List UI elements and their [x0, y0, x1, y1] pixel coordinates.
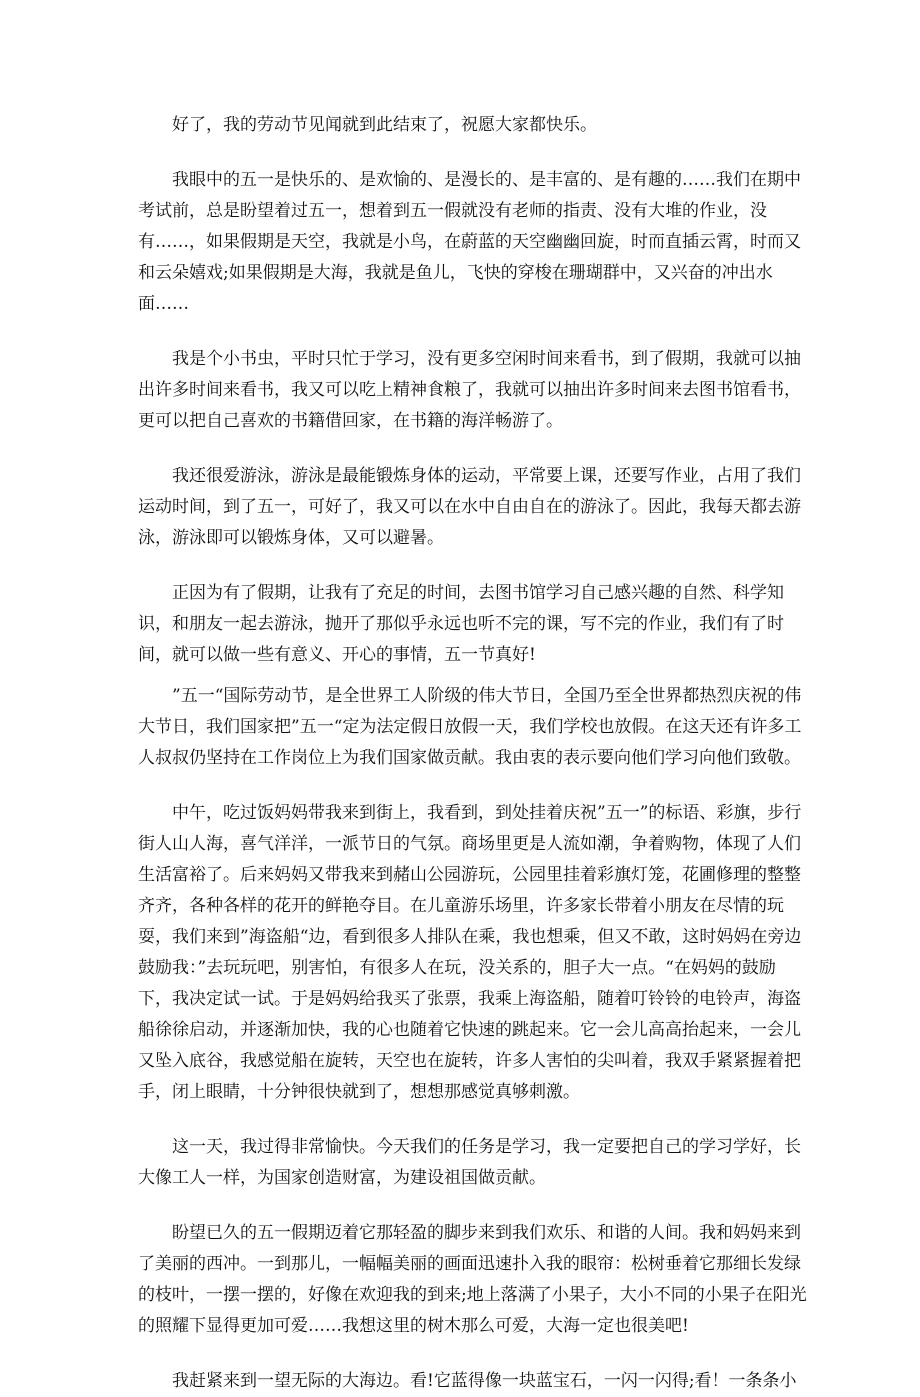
paragraph-may-day-view: 我眼中的五一是快乐的、是欢愉的、是漫长的、是丰富的、是有趣的……我们在期中考试前，总是盼望着过五一，想着到五一假就没有老师的指责、没有大堆的作业，没有……，如果假期是天空，我就是小鸟，在蔚蓝的天空幽幽回旋，时而直插云霄，时而又和云朵嬉戏;如果假期是大海，我就是鱼儿，飞快的穿梭在珊瑚群中，又兴奋的冲出水面…… — [138, 170, 801, 314]
paragraph-bookworm: 我是个小书虫，平时只忙于学习，没有更多空闲时间来看书，到了假期，我就可以抽出许多时间来看书，我又可以吃上精神食粮了，我就可以抽出许多时间来去图书馆看书，更可以把自己喜欢的书籍借回家，在书籍的海洋畅游了。 — [138, 349, 801, 431]
paragraph-park-visit: 中午，吃过饭妈妈带我来到街上，我看到，到处挂着庆祝”五一”的标语、彩旗，步行街人山人海，喜气洋洋，一派节日的气氛。商场里更是人流如潮，争着购物，体现了人们生活富裕了。后来妈妈又带我来到赭山公园游玩，公园里挂着彩旗灯笼，花圃修理的整整齐齐，各种各样的花开的鲜艳夺目。在儿童游乐场里，许多家长带着小朋友在尽情的玩耍，我们来到”海盗船“边，看到很多人排队在乘，我也想乘，但又不敢，这时妈妈在旁边鼓励我：”去玩玩吧，别害怕，有很多人在玩，没关系的，胆子大一点。“在妈妈的鼓励下，我决定试一试。于是妈妈给我买了张票，我乘上海盗船，随着叮铃铃的电铃声，海盗船徐徐启动，并逐渐加快，我的心也随着它快速的跳起来。它一会儿高高抬起来，一会儿又坠入底谷，我感觉船在旋转，天空也在旋转，许多人害怕的尖叫着，我双手紧紧握着把手，闭上眼睛，十分钟很快就到了，想想那感觉真够刺激。 — [138, 803, 802, 1102]
paragraph-closing: 好了，我的劳动节见闻就到此结束了，祝愿大家都快乐。 — [172, 115, 597, 135]
paragraph-xichong: 盼望已久的五一假期迈着它那轻盈的脚步来到我们欢乐、和谐的人间。我和妈妈来到了美丽的西冲。一到那儿，一幅幅美丽的画面迅速扑入我的眼帘：松树垂着它那细长发绿的枝叶，一摆一摆的，好像在欢迎我的到来;地上落满了小果子，大小不同的小果子在阳光的照耀下显得更加可爱……我想这里的树木那么可爱，大海一定也很美吧! — [138, 1223, 807, 1336]
paragraph-happy-day: 这一天，我过得非常愉快。今天我们的任务是学习，我一定要把自己的学习学好，长大像工人一样，为国家创造财富，为建设祖国做贡献。 — [138, 1137, 801, 1188]
paragraph-holiday-time: 正因为有了假期，让我有了充足的时间，去图书馆学习自己感兴趣的自然、科学知识，和朋友一起去游泳，抛开了那似乎永远也听不完的课，写不完的作业，我们有了时间，就可以做一些有意义、开心的事情，五一节真好! — [138, 583, 784, 665]
paragraph-labor-day: ”五一“国际劳动节，是全世界工人阶级的伟大节日，全国乃至全世界都热烈庆祝的伟大节日，我们国家把”五一“定为法定假日放假一天，我们学校也放假。在这天还有许多工人叔叔仍坚持在工作岗位上为我们国家做贡献。我由衷的表示要向他们学习向他们致敬。 — [138, 686, 802, 768]
paragraph-seaside: 我赶紧来到一望无际的大海边。看!它蓝得像一块蓝宝石，一闪一闪得;看！一条条小 — [172, 1371, 797, 1391]
paragraph-swimming: 我还很爱游泳，游泳是最能锻炼身体的运动，平常要上课，还要写作业，占用了我们运动时间，到了五一，可好了，我又可以在水中自由自在的游泳了。因此，我每天都去游泳，游泳即可以锻炼身体，又可以避暑。 — [138, 466, 801, 548]
document-page — [138, 110, 808, 1397]
